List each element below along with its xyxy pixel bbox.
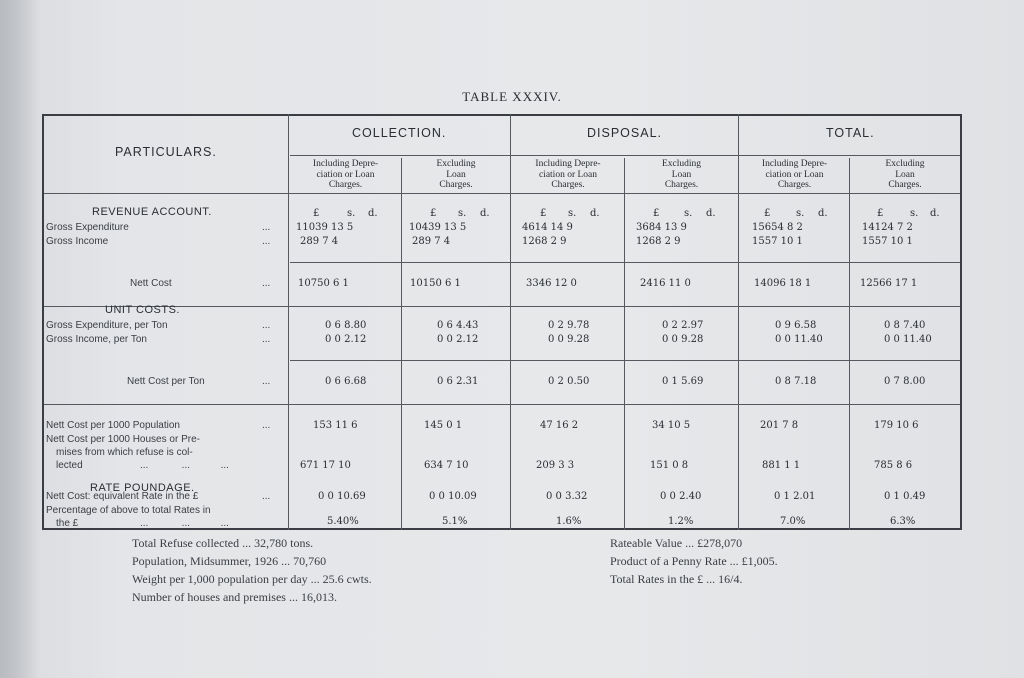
cell: 0 7 8.00 <box>884 376 926 387</box>
cell: 0 6 2.31 <box>437 376 479 387</box>
subheader-line: Including Depre- <box>312 159 379 169</box>
col-divider-sub-1 <box>401 158 402 530</box>
cell: 634 7 10 <box>424 460 469 471</box>
cell: 0 6 8.80 <box>325 320 367 331</box>
unit-pence: d. <box>480 208 490 219</box>
cell: 0 1 0.49 <box>884 491 926 502</box>
footer-note: Total Rates in the £ ... 16/4. <box>610 572 743 586</box>
subheader-line: Loan <box>671 169 692 180</box>
cell: 1268 2 9 <box>636 236 681 247</box>
row-label-rate-equivalent: Nett Cost: equivalent Rate in the £ <box>46 491 199 502</box>
footer-note: Total Refuse collected ... 32,780 tons. <box>132 536 314 550</box>
subheader-line: Charges. <box>439 180 473 190</box>
cell: 15654 8 2 <box>752 222 803 233</box>
subheader-including-total <box>740 159 849 191</box>
row-label-gross-inc-ton: Gross Income, per Ton <box>46 334 147 345</box>
group-header-rule <box>290 155 960 156</box>
cell: 0 8 7.40 <box>884 320 926 331</box>
cell: 10150 6 1 <box>410 278 461 289</box>
subheader-line: ciation or Loan <box>765 169 824 180</box>
rule-2 <box>44 306 960 307</box>
unit-pounds: £ <box>653 208 660 219</box>
cell: 0 0 10.09 <box>429 491 477 502</box>
subheader-line: Loan <box>446 169 466 180</box>
row-label-per-population: Nett Cost per 1000 Population <box>46 420 180 431</box>
rule-3 <box>290 360 960 361</box>
cell: 0 2 0.50 <box>548 376 590 387</box>
unit-pence: d. <box>818 208 828 219</box>
row-label-per-houses-1: Nett Cost per 1000 Houses or Pre- <box>46 434 200 445</box>
header-particulars: PARTICULARS. <box>115 145 217 159</box>
cell: 7.0% <box>780 516 806 527</box>
subheader-including-collection <box>290 159 401 191</box>
header-disposal: DISPOSAL. <box>587 126 662 140</box>
row-label-gross-expenditure: Gross Expenditure <box>46 222 129 233</box>
cell: 671 17 10 <box>300 460 351 471</box>
cell: 209 3 3 <box>536 460 575 471</box>
cell: 11039 13 5 <box>296 222 354 233</box>
unit-pence: d. <box>930 208 940 219</box>
cell: 179 10 6 <box>874 420 919 431</box>
subheader-line: ciation or Loan <box>316 169 375 180</box>
header-total: TOTAL. <box>826 126 875 140</box>
cell: 0 0 11.40 <box>775 334 823 345</box>
cell: 12566 17 1 <box>860 278 918 289</box>
unit-shillings: s. <box>458 208 467 219</box>
cell: 10439 13 5 <box>409 222 467 233</box>
leader-dots: ... <box>262 334 271 345</box>
unit-pounds: £ <box>430 208 437 219</box>
unit-shillings: s. <box>796 208 805 219</box>
cell: 881 1 1 <box>762 460 801 471</box>
cell: 0 6 6.68 <box>325 376 367 387</box>
leader-dots: ... <box>262 376 271 387</box>
section-unit: UNIT COSTS. <box>105 304 180 316</box>
subheader-line: Excluding <box>885 159 925 169</box>
subheader-line: Charges. <box>551 180 585 190</box>
leader-dots: ... <box>262 491 271 502</box>
footer-note: Rateable Value ... £278,070 <box>610 536 743 550</box>
subheader-line: Including Depre- <box>761 159 828 169</box>
subheader-line: Charges. <box>888 180 922 190</box>
cell: 785 8 6 <box>874 460 913 471</box>
unit-shillings: s. <box>910 208 919 219</box>
subheader-including-disposal <box>512 159 624 191</box>
unit-pence: d. <box>368 208 378 219</box>
cell: 0 0 3.32 <box>546 491 588 502</box>
cell: 14096 18 1 <box>754 278 812 289</box>
unit-pounds: £ <box>764 208 771 219</box>
cell: 201 7 8 <box>760 420 799 431</box>
cell: 153 11 6 <box>313 420 358 431</box>
footer-note: Product of a Penny Rate ... £1,005. <box>610 554 778 568</box>
row-label-gross-income: Gross Income <box>46 236 109 247</box>
row-label-percentage-1: Percentage of above to total Rates in <box>46 505 211 516</box>
leader-dots: ... <box>262 278 271 289</box>
header-collection: COLLECTION. <box>352 126 447 140</box>
cell: 151 0 8 <box>650 460 689 471</box>
cell: 1557 10 1 <box>752 236 803 247</box>
cell: 289 7 4 <box>412 236 451 247</box>
cell: 47 16 2 <box>540 420 579 431</box>
unit-pence: d. <box>590 208 600 219</box>
cell: 5.1% <box>442 516 468 527</box>
cell: 0 8 7.18 <box>775 376 817 387</box>
subheader-line: Loan <box>895 169 915 180</box>
subheader-excluding-collection <box>402 159 510 191</box>
cell: 2416 11 0 <box>640 278 691 289</box>
subheader-excluding-disposal <box>625 159 738 191</box>
cell: 0 0 9.28 <box>662 334 704 345</box>
subheader-line: Including Depre- <box>535 159 601 169</box>
row-label-per-houses-2: mises from which refuse is col- <box>56 447 193 458</box>
cell: 5.40% <box>327 516 359 527</box>
cell: 0 2 2.97 <box>662 320 704 331</box>
cell: 0 0 2.12 <box>437 334 479 345</box>
subheader-line: Charges. <box>664 180 699 190</box>
cell: 1.6% <box>556 516 582 527</box>
rule-4 <box>44 404 960 405</box>
subheader-line: Excluding <box>436 159 476 169</box>
cell: 0 0 2.12 <box>325 334 367 345</box>
col-divider-disposal <box>738 114 739 530</box>
rule-1 <box>290 262 960 263</box>
cell: 145 0 1 <box>424 420 463 431</box>
leader-dots: ... ... ... <box>140 460 229 471</box>
col-divider-particulars <box>288 114 289 530</box>
row-label-nett-cost: Nett Cost <box>130 278 172 289</box>
cell: 0 9 6.58 <box>775 320 817 331</box>
cell: 1557 10 1 <box>862 236 913 247</box>
leader-dots: ... ... ... <box>140 518 229 529</box>
cell: 0 0 2.40 <box>660 491 702 502</box>
unit-pounds: £ <box>313 208 320 219</box>
subheader-line: ciation or Loan <box>538 169 598 180</box>
cell: 289 7 4 <box>300 236 339 247</box>
unit-pounds: £ <box>540 208 547 219</box>
subheader-line: Charges. <box>777 180 812 190</box>
subheader-line: Charges. <box>328 180 363 190</box>
footer-note: Weight per 1,000 population per day ... 25.6 cwts. <box>132 572 372 586</box>
col-divider-sub-3 <box>849 158 850 530</box>
section-revenue: REVENUE ACCOUNT. <box>92 206 212 218</box>
unit-pence: d. <box>706 208 716 219</box>
unit-shillings: s. <box>347 208 356 219</box>
cell: 0 2 9.78 <box>548 320 590 331</box>
cell: 0 1 2.01 <box>774 491 816 502</box>
unit-pounds: £ <box>877 208 884 219</box>
row-label-percentage-2: the £ <box>56 518 79 529</box>
cell: 1268 2 9 <box>522 236 567 247</box>
cell: 6.3% <box>890 516 916 527</box>
subheader-excluding-total <box>850 159 960 191</box>
row-label-per-houses-3: lected <box>56 460 83 471</box>
cell: 34 10 5 <box>652 420 691 431</box>
col-divider-collection <box>510 114 511 530</box>
leader-dots: ... <box>262 320 271 331</box>
cell: 14124 7 2 <box>862 222 913 233</box>
unit-shillings: s. <box>684 208 693 219</box>
cell: 4614 14 9 <box>522 222 573 233</box>
section-rate: RATE POUNDAGE. <box>90 482 195 494</box>
cell: 3684 13 9 <box>636 222 687 233</box>
cell: 1.2% <box>668 516 694 527</box>
leader-dots: ... <box>262 420 271 431</box>
cell: 0 0 9.28 <box>548 334 590 345</box>
leader-dots: ... <box>262 236 271 247</box>
cell: 0 0 11.40 <box>884 334 932 345</box>
unit-shillings: s. <box>568 208 577 219</box>
cell: 0 1 5.69 <box>662 376 704 387</box>
footer-note: Number of houses and premises ... 16,013. <box>132 590 337 604</box>
header-rule <box>44 193 960 194</box>
footer-note: Population, Midsummer, 1926 ... 70,760 <box>132 554 327 568</box>
cell: 0 0 10.69 <box>318 491 366 502</box>
cell: 3346 12 0 <box>526 278 577 289</box>
col-divider-sub-2 <box>624 158 625 530</box>
table-title: TABLE XXXIV. <box>462 89 562 104</box>
row-label-gross-exp-ton: Gross Expenditure, per Ton <box>46 320 168 331</box>
leader-dots: ... <box>262 222 271 233</box>
cell: 10750 6 1 <box>298 278 349 289</box>
cell: 0 6 4.43 <box>437 320 479 331</box>
subheader-line: Excluding <box>661 159 702 169</box>
row-label-nett-ton: Nett Cost per Ton <box>127 376 205 387</box>
